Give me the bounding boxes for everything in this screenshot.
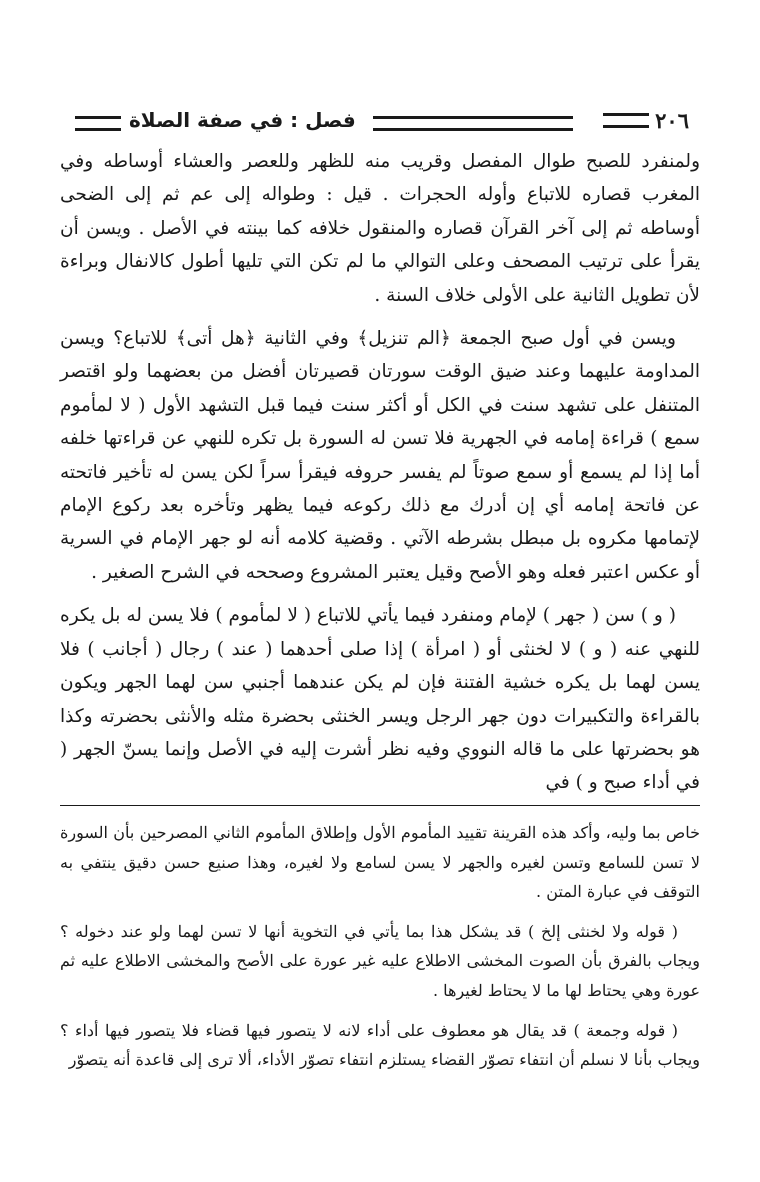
page-number: [603, 108, 693, 133]
footnote-paragraph: خاص بما وليه، وأكد هذه القرينة تقييد المأموم الأول وإطلاق المأموم الثاني المصرحين بأن السورة لا تسن للسامع وتسن لغيره والجهر لا يسن لسامع ولا لغيره، وهذا صنيع حسن دقيق ينتفي به التوقف في عبارة المتن .: [60, 823, 700, 902]
footnotes: [60, 818, 700, 1085]
body-paragraph: ولمنفرد للصبح طوال المفصل وقريب منه للظهر وللعصر والعشاء أوساطه وفي المغرب قصاره للاتباع وأوله الحجرات . قيل : وطواله إلى عم ثم إلى الضحى أوساطه ثم إلى آخر القرآن قصاره والمنقول خلافه كما بينته في الأصل . ويسن أن يقرأ على ترتيب المصحف وعلى التوالي ما لم تكن التي تليها أطول كالانفال وبراءة لأن تطويل الثانية على الأولى خلاف السنة .: [60, 151, 700, 306]
body-paragraph: ويسن في أول صبح الجمعة ﴿الم تنزيل﴾ وفي الثانية ﴿هل أتى﴾ للاتباع؟ ويسن المداومة عليهما وعند ضيق الوقت سورتان قصيرتان أفضل من بعضهما ولو اقتصر المتنفل على تشهد سنت في الكل أو أكثر سنت فيما قبل التشهد الأول ( لا لمأموم سمع ) قراءة إمامه في الجهرية فلا تسن له السورة بل تكره للنهي عن قراءتها خلفه أما إذا لم يسمع أو سمع صوتاً لم يفسر حروفه فيقرأ سراً لكن يسن له تأخير فاتحته عن فاتحة إمامه أي إن أدرك مع ذلك ركوعه فيما يظهر وتأخره بعد ركوع الإمام لإتمامها مكروه بل مبطل بشرطه الآتي . وقضية كلامه أنه لو جهر الإمام في السرية أو عكس اعتبر فعله وهو الأصح وقيل يعتبر المشروع وصححه في الشرح الصغير .: [60, 328, 700, 583]
footnote-paragraph: ( قوله ولا لخنثى إلخ ) قد يشكل هذا بما يأتي في التخوية أنها لا تسن لهما ولو عند دخوله ؟ ويجاب بالفرق بأن الصوت المخشى الاطلاع عليه غير عورة على الأصح والمخشى الاطلاع عليه ثم عورة وهي يحتاط لها ما لا يحتاط لغيرها .: [60, 921, 700, 1000]
page-number-value: ٢٠٦: [655, 108, 689, 133]
footnote-divider: [60, 805, 700, 806]
running-header: [75, 108, 693, 138]
chapter-title: فصل : في صفة الصلاة: [129, 108, 356, 132]
header-ornament-rule: [603, 113, 649, 128]
footnote-paragraph: ( قوله وجمعة ) قد يقال هو معطوف على أداء لانه لا يتصور فيها قضاء فلا يتصور فيها أداء ؟ ويجاب بأنا لا نسلم أن انتفاء تصوّر القضاء يستلزم انتفاء تصوّر الأداء، ألا ترى إلى قاعدة أنه يتصوّر: [60, 1020, 700, 1070]
body-paragraph: ( و ) سن ( جهر ) لإمام ومنفرد فيما يأتي للاتباع ( لا لمأموم ) فلا يسن له بل يكره للنهي عنه ( و ) لا لخنثى أو ( امرأة ) إذا صلى أحدهما ( عند ) رجال ( أجانب ) فلا يسن لهما بل يكره خشية الفتنة فإن لم يكن عندهما أجنبي سن لهما الجهر ويكون بالقراءة والتكبيرات دون جهر الرجل ويسر الخنثى بحضرة مثله والأنثى بحضرته وكذا هو بحضرتها على ما قاله النووي وفيه نظر أشرت إليه في الأصل وإنما يسنّ الجهر ( في أداء صبح و ) في: [60, 605, 700, 794]
header-rule-left: [75, 116, 121, 131]
header-rule-right: [373, 116, 573, 131]
main-body: [60, 145, 700, 810]
